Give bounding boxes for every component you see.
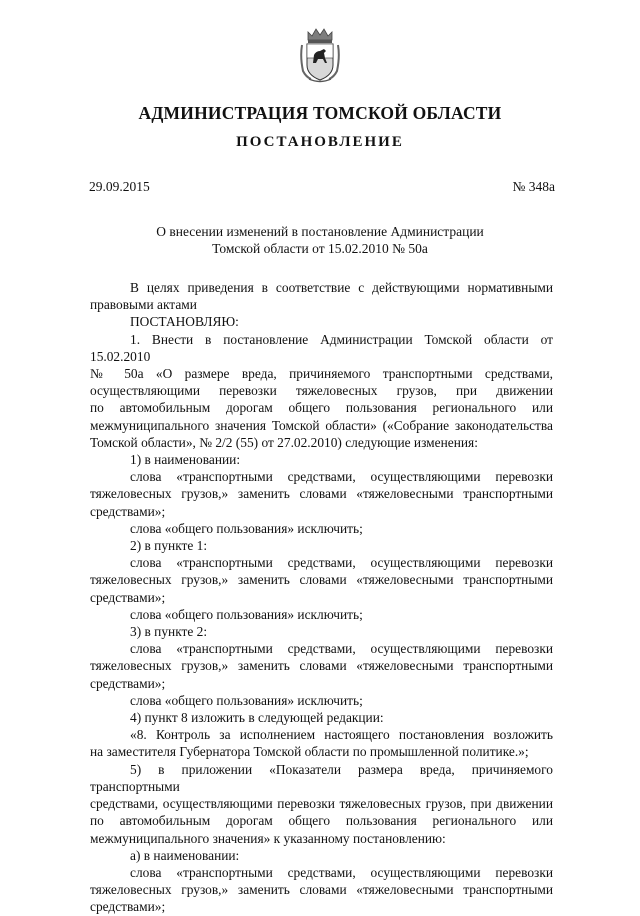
- body-line: межмуниципального значения Томской области» («Собрание законодательства: [90, 417, 553, 433]
- body-line: а) в наименовании:: [130, 847, 240, 863]
- body-line: слова «общего пользования» исключить;: [130, 692, 363, 708]
- body-line: тяжеловесных грузов,» заменить словами «тяжеловесными транспортными: [90, 486, 553, 502]
- body-line: средствами»;: [90, 899, 166, 915]
- body-line: 1. Внести в постановление Администрации Томской области от 15.02.2010: [90, 331, 553, 364]
- body-line: 2) в пункте 1:: [130, 538, 208, 554]
- body-line: средствами, осуществляющими перевозки тяжеловесных грузов, при движении: [90, 796, 553, 812]
- document-date: 29.09.2015: [89, 179, 150, 194]
- subject-line: О внесении изменений в постановление Администрации: [156, 224, 484, 239]
- body-line: на заместителя Губернатора Томской области по промышленной политике.»;: [90, 744, 529, 760]
- body-line: 5) в приложении «Показатели размера вреда, причиняемого транспортными: [90, 761, 553, 794]
- body-line: по автомобильным дорогам общего пользования регионального или: [90, 813, 553, 829]
- body-line: средствами»;: [90, 675, 166, 691]
- body-line: средствами»;: [90, 589, 166, 605]
- body-line: 1) в наименовании:: [130, 452, 241, 468]
- body-line: слова «транспортными средствами, осуществляющими перевозки: [130, 641, 553, 657]
- body-line: осуществляющими перевозки тяжеловесных грузов, при движении: [90, 383, 553, 399]
- body-line: правовыми актами: [90, 297, 197, 313]
- body-line: 4) пункт 8 изложить в следующей редакции:: [130, 710, 384, 726]
- body-line: по автомобильным дорогам общего пользования регионального или: [90, 400, 553, 416]
- body-line: межмуниципального значения» к указанному постановлению:: [90, 830, 446, 846]
- body-line: Томской области», № 2/2 (55) от 27.02.2010) следующие изменения:: [90, 434, 478, 450]
- body-line: 3) в пункте 2:: [130, 624, 208, 640]
- body-line: № 50а «О размере вреда, причиняемого транспортными средствами,: [90, 366, 553, 382]
- document-subject: [0, 223, 640, 257]
- body-line: слова «общего пользования» исключить;: [130, 606, 363, 622]
- body-line: «8. Контроль за исполнением настоящего постановления возложить: [130, 727, 553, 743]
- document-number: № 348а: [512, 179, 555, 194]
- coat-of-arms-icon: [299, 27, 341, 83]
- organization-title: АДМИНИСТРАЦИЯ ТОМСКОЙ ОБЛАСТИ: [138, 103, 502, 123]
- body-line: тяжеловесных грузов,» заменить словами «тяжеловесными транспортными: [90, 572, 553, 588]
- body-line: ПОСТАНОВЛЯЮ:: [130, 314, 239, 330]
- body-line: средствами»;: [90, 503, 166, 519]
- body-line: слова «транспортными средствами, осуществляющими перевозки: [130, 555, 553, 571]
- body-line: слова «транспортными средствами, осуществляющими перевозки: [130, 864, 553, 880]
- body-line: В целях приведения в соответствие с действующими нормативными: [130, 280, 553, 295]
- body-line: слова «транспортными средствами, осуществляющими перевозки: [130, 469, 553, 485]
- body-line: слова «общего пользования» исключить;: [130, 520, 363, 536]
- document-type: ПОСТАНОВЛЕНИЕ: [236, 134, 404, 150]
- body-line: тяжеловесных грузов,» заменить словами «тяжеловесными транспортными: [90, 882, 553, 898]
- document-body: [90, 279, 553, 916]
- subject-line: Томской области от 15.02.2010 № 50а: [212, 241, 428, 256]
- body-line: тяжеловесных грузов,» заменить словами «тяжеловесными транспортными: [90, 658, 553, 674]
